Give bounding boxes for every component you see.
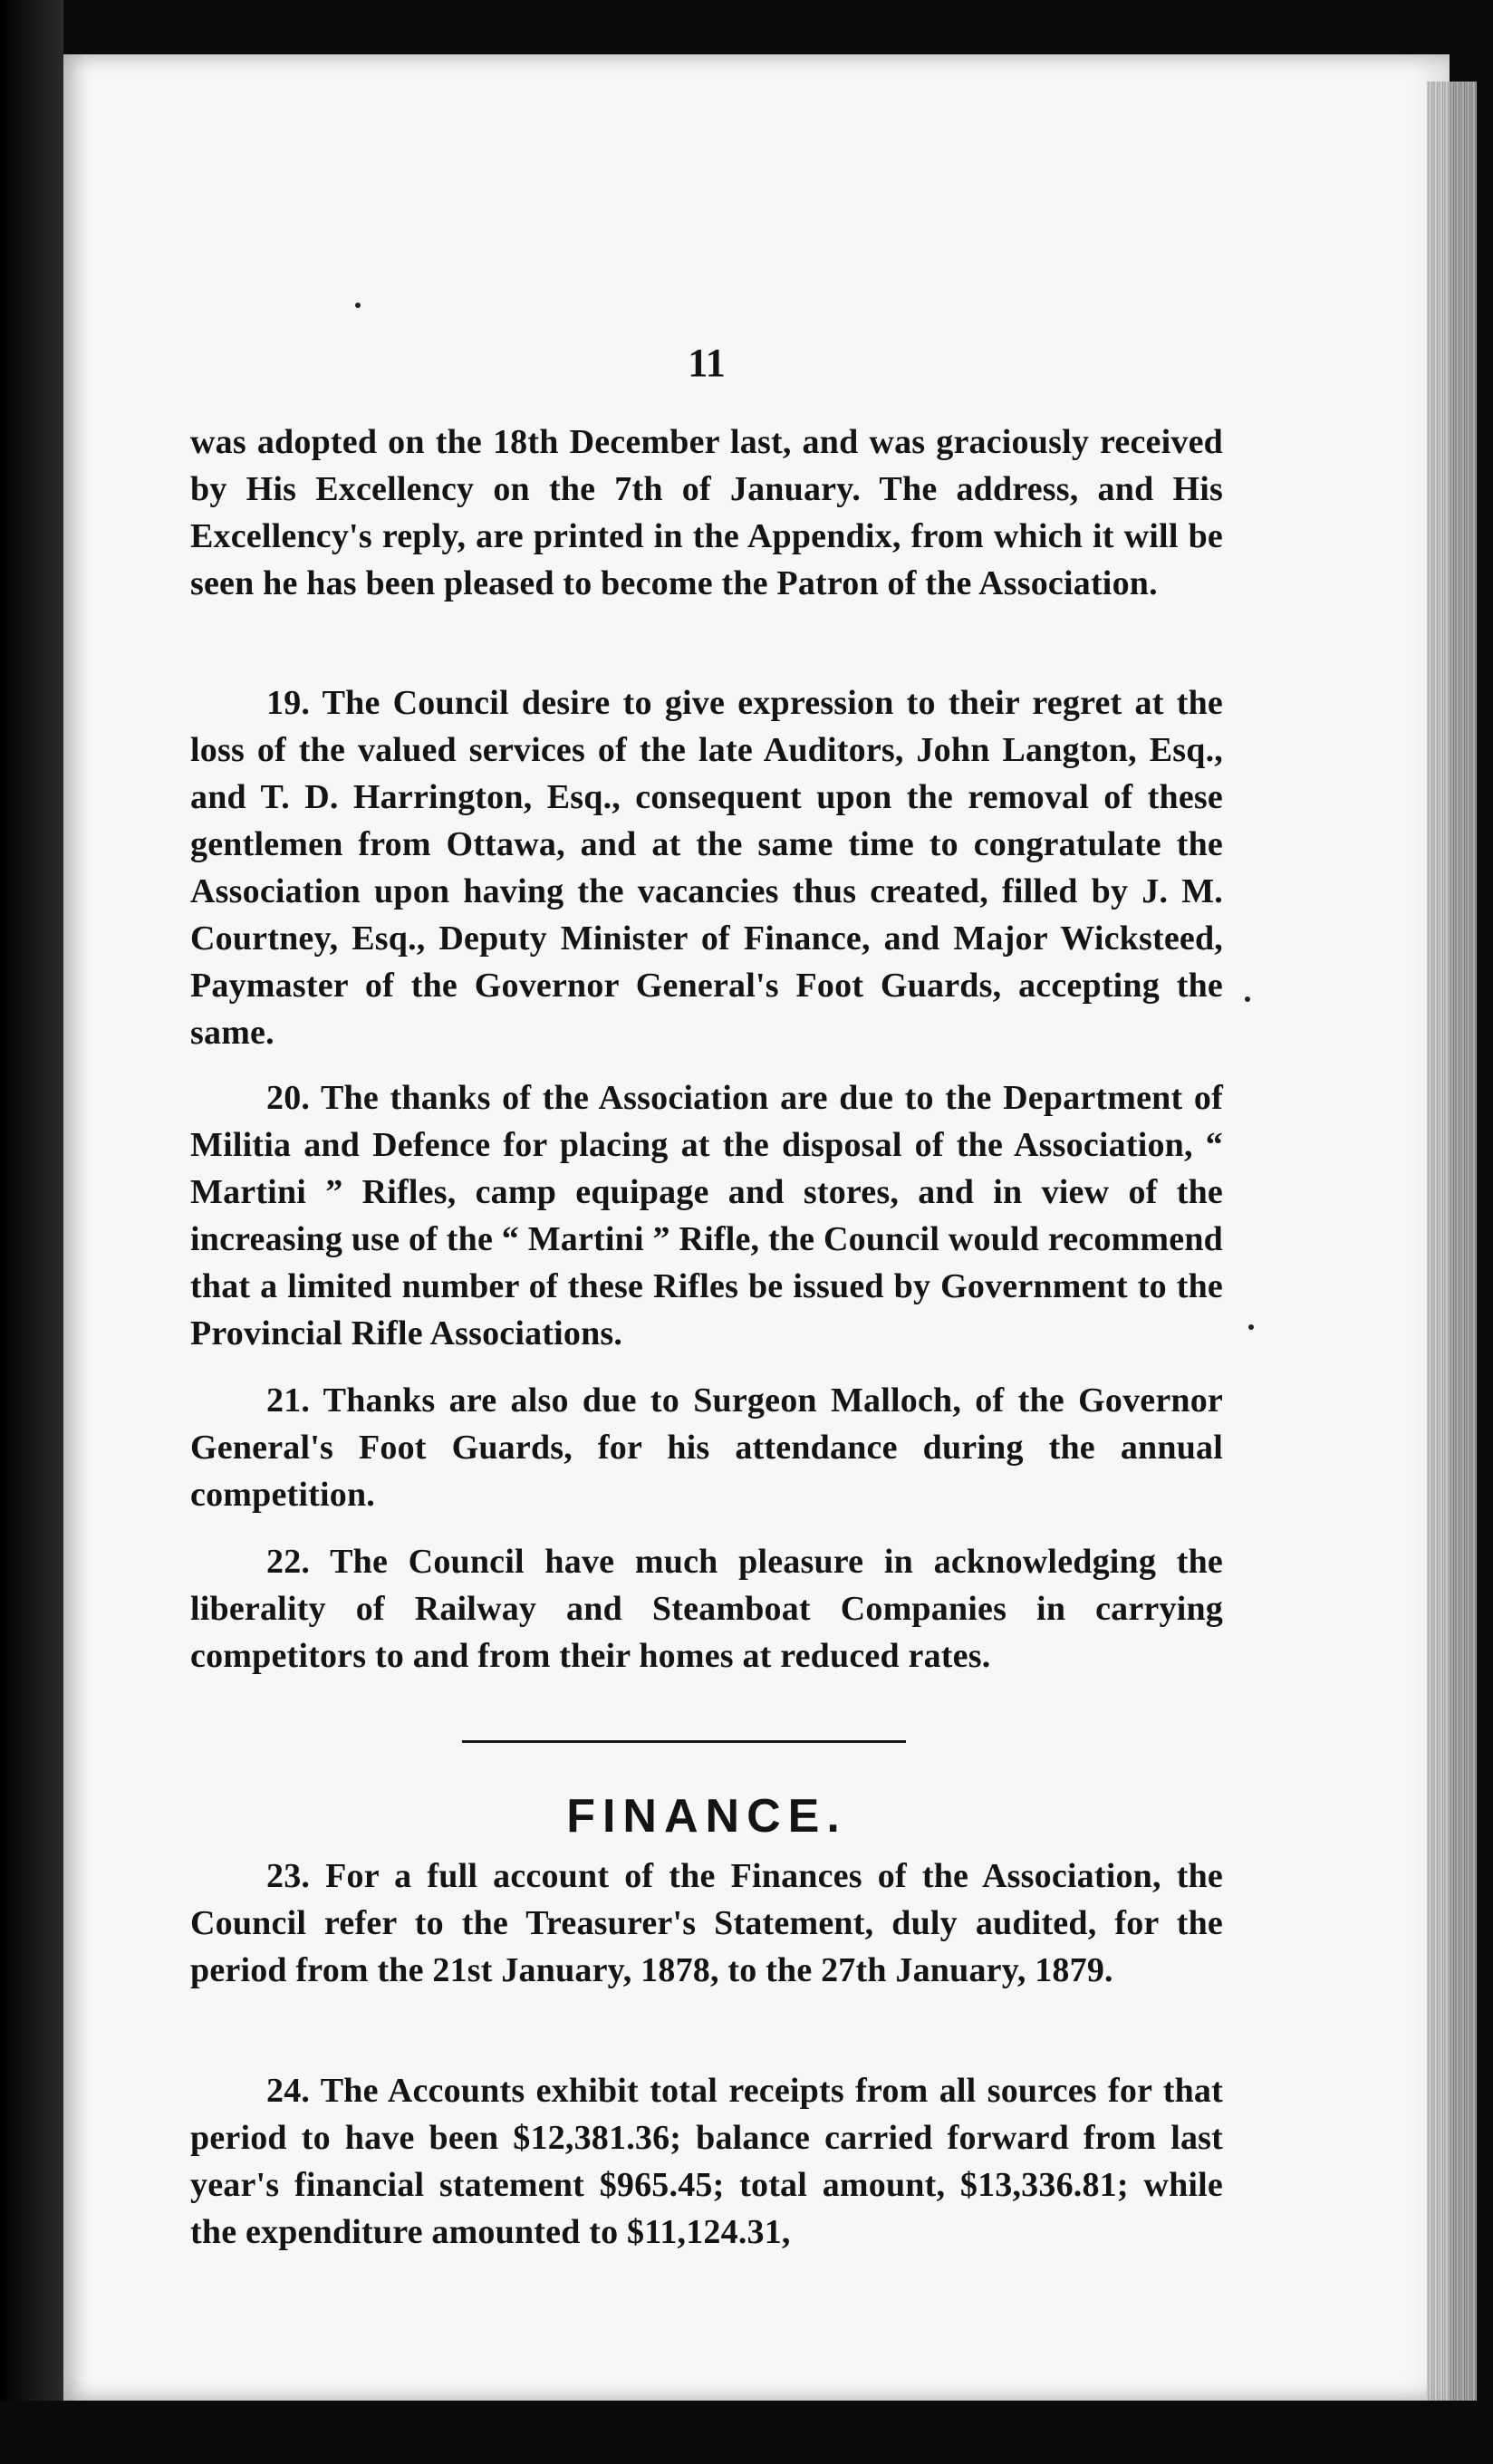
page-number: 11 <box>688 341 726 385</box>
scan-bottom-border <box>0 2401 1493 2464</box>
book-gutter <box>0 0 63 2464</box>
paragraph-continuation: was adopted on the 18th December last, and was graciously received by His Excellency on the 7th of January. The address, and His Excellency's reply, are printed in the Appendix, from which it will be seen he has been pleased to become the Patron of the Association. <box>190 423 1223 602</box>
paragraph-21: 21. Thanks are also due to Surgeon Malloch, of the Governor General's Foot Guards, for his attendance during the annual competition. <box>190 1381 1223 1514</box>
section-divider <box>462 1740 906 1743</box>
paragraph-22: 22. The Council have much pleasure in acknowledging the liberality of Railway and Steamboat Companies in carrying competitors to and from their homes at reduced rates. <box>190 1543 1223 1675</box>
paragraph-19: 19. The Council desire to give expression to their regret at the loss of the valued services of the late Auditors, John Langton, Esq., and T. D. Harrington, Esq., consequent upon the removal of these gentlemen from Ottawa, and at the same time to congratulate the Association upon having the vacancies thus created, filled by J. M. Courtney, Esq., Deputy Minister of Finance, and Major Wicksteed, Paymaster of the Governor General's Foot Guards, accepting the same. <box>190 684 1223 1052</box>
ink-speck <box>355 303 361 308</box>
paragraph-20: 20. The thanks of the Association are due to the Department of Militia and Defence for placing at the disposal of the Association, “ Martini ” Rifles, camp equipage and stores, and in view of the increasing use of the “ Martini ” Rifle, the Council would recommend that a limited number of these Rifles be issued by Government to the Provincial Rifle Associations. <box>190 1079 1223 1352</box>
paragraph-24: 24. The Accounts exhibit total receipts from all sources for that period to have been $12,381.36; balance carried forward from last year's financial statement $965.45; total amount, $13,336.81; while the expenditure amounted to $11,124.31, <box>190 2072 1223 2251</box>
ink-speck <box>1245 996 1250 1002</box>
paragraph-23: 23. For a full account of the Finances of the Association, the Council refer to the Treasurer's Statement, duly audited, for the period from the 21st January, 1878, to the 27th January, 1879. <box>190 1857 1223 1989</box>
book-page <box>63 54 1450 2401</box>
ink-speck <box>1248 1324 1254 1330</box>
section-heading-finance: FINANCE. <box>566 1790 847 1843</box>
page-edges <box>1427 82 1477 2419</box>
